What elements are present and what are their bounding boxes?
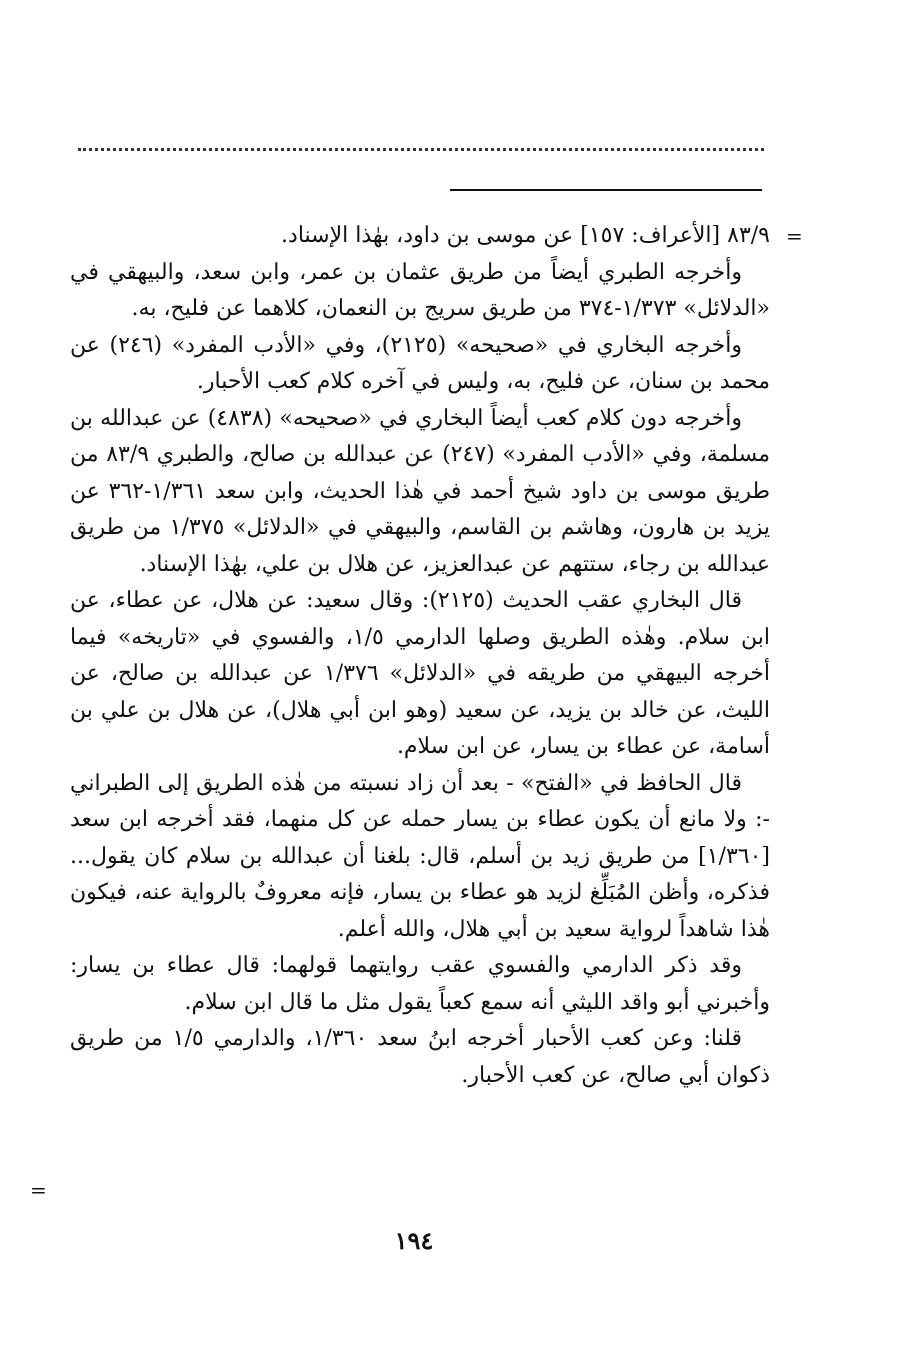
paragraph-5: قال البخاري عقب الحديث (٢١٢٥): وقال سعيد: عن هلال، عن عطاء، عن ابن سلام. وهٰذه الطريق وصلها الدارمي ١/٥، والفسوي في «تاريخه» فيما أخرجه البيهقي من طريقه في «الدلائل» ١/٣٧٦ عن عبدالله بن صالح، عن الليث، عن خالد بن يزيد، عن سعيد (وهو ابن أبي هلال)، عن هلال بن علي بن أسامة، عن عطاء بن يسار، عن ابن سلام. [70,588,770,759]
dotted-separator [78,148,764,151]
continuation-mark-bottom: = [30,1178,47,1202]
paragraph-1: ٨٣/٩ [الأعراف: ١٥٧] عن موسى بن داود، بهٰذا الإسناد. [281,223,770,248]
page-number: ١٩٤ [394,1226,434,1255]
footnote-rule [450,189,762,191]
paragraph-6: قال الحافظ في «الفتح» - بعد أن زاد نسبته من هٰذه الطريق إلى الطبراني -: ولا مانع أن يكون عطاء بن يسار حمله عن كل منهما، فقد أخرجه ابن سعد [١/٣٦٠] من طريق زيد بن أسلم، قال: بلغنا أن عبدالله بن سلام كان يقول... فذكره، وأظن المُبَلِّغ لزيد هو عطاء بن يسار، فإنه معروفٌ بالرواية عنه، فيكون هٰذا شاهداً لرواية سعيد بن أبي هلال، والله أعلم. [70,770,770,942]
continuation-mark-top: = [786,224,803,248]
paragraph-8: قلنا: وعن كعب الأحبار أخرجه ابنُ سعد ١/٣٦٠، والدارمي ١/٥ من طريق ذكوان أبي صالح، عن كعب الأحبار. [70,1026,770,1088]
paragraph-2: وأخرجه الطبري أيضاً من طريق عثمان بن عمر، وابن سعد، والبيهقي في «الدلائل» ١/٣٧٣-٣٧٤ من طريق سريج بن النعمان، كلاهما عن فليح، به. [70,259,770,321]
paragraph-3: وأخرجه البخاري في «صحيحه» (٢١٢٥)، وفي «الأدب المفرد» (٢٤٦) عن محمد بن سنان، عن فليح، به، وليس في آخره كلام كعب الأحبار. [70,332,770,394]
footnote-text [70,218,770,1094]
paragraph-4: وأخرجه دون كلام كعب أيضاً البخاري في «صحيحه» (٤٨٣٨) عن عبدالله بن مسلمة، وفي «الأدب المفرد» (٢٤٧) عن عبدالله بن صالح، والطبري ٨٣/٩ من طريق موسى بن داود شيخ أحمد في هٰذا الحديث، وابن سعد ١/٣٦١-٣٦٢ عن يزيد بن هارون، وهاشم بن القاسم، والبيهقي في «الدلائل» ١/٣٧٥ من طريق عبدالله بن رجاء، ستتهم عن عبدالعزيز، عن هلال بن علي، بهٰذا الإسناد. [70,405,771,577]
paragraph-7: وقد ذكر الدارمي والفسوي عقب روايتهما قولهما: قال عطاء بن يسار: وأخبرني أبو واقد الليثي أنه سمع كعباً يقول مثل ما قال ابن سلام. [70,953,770,1015]
